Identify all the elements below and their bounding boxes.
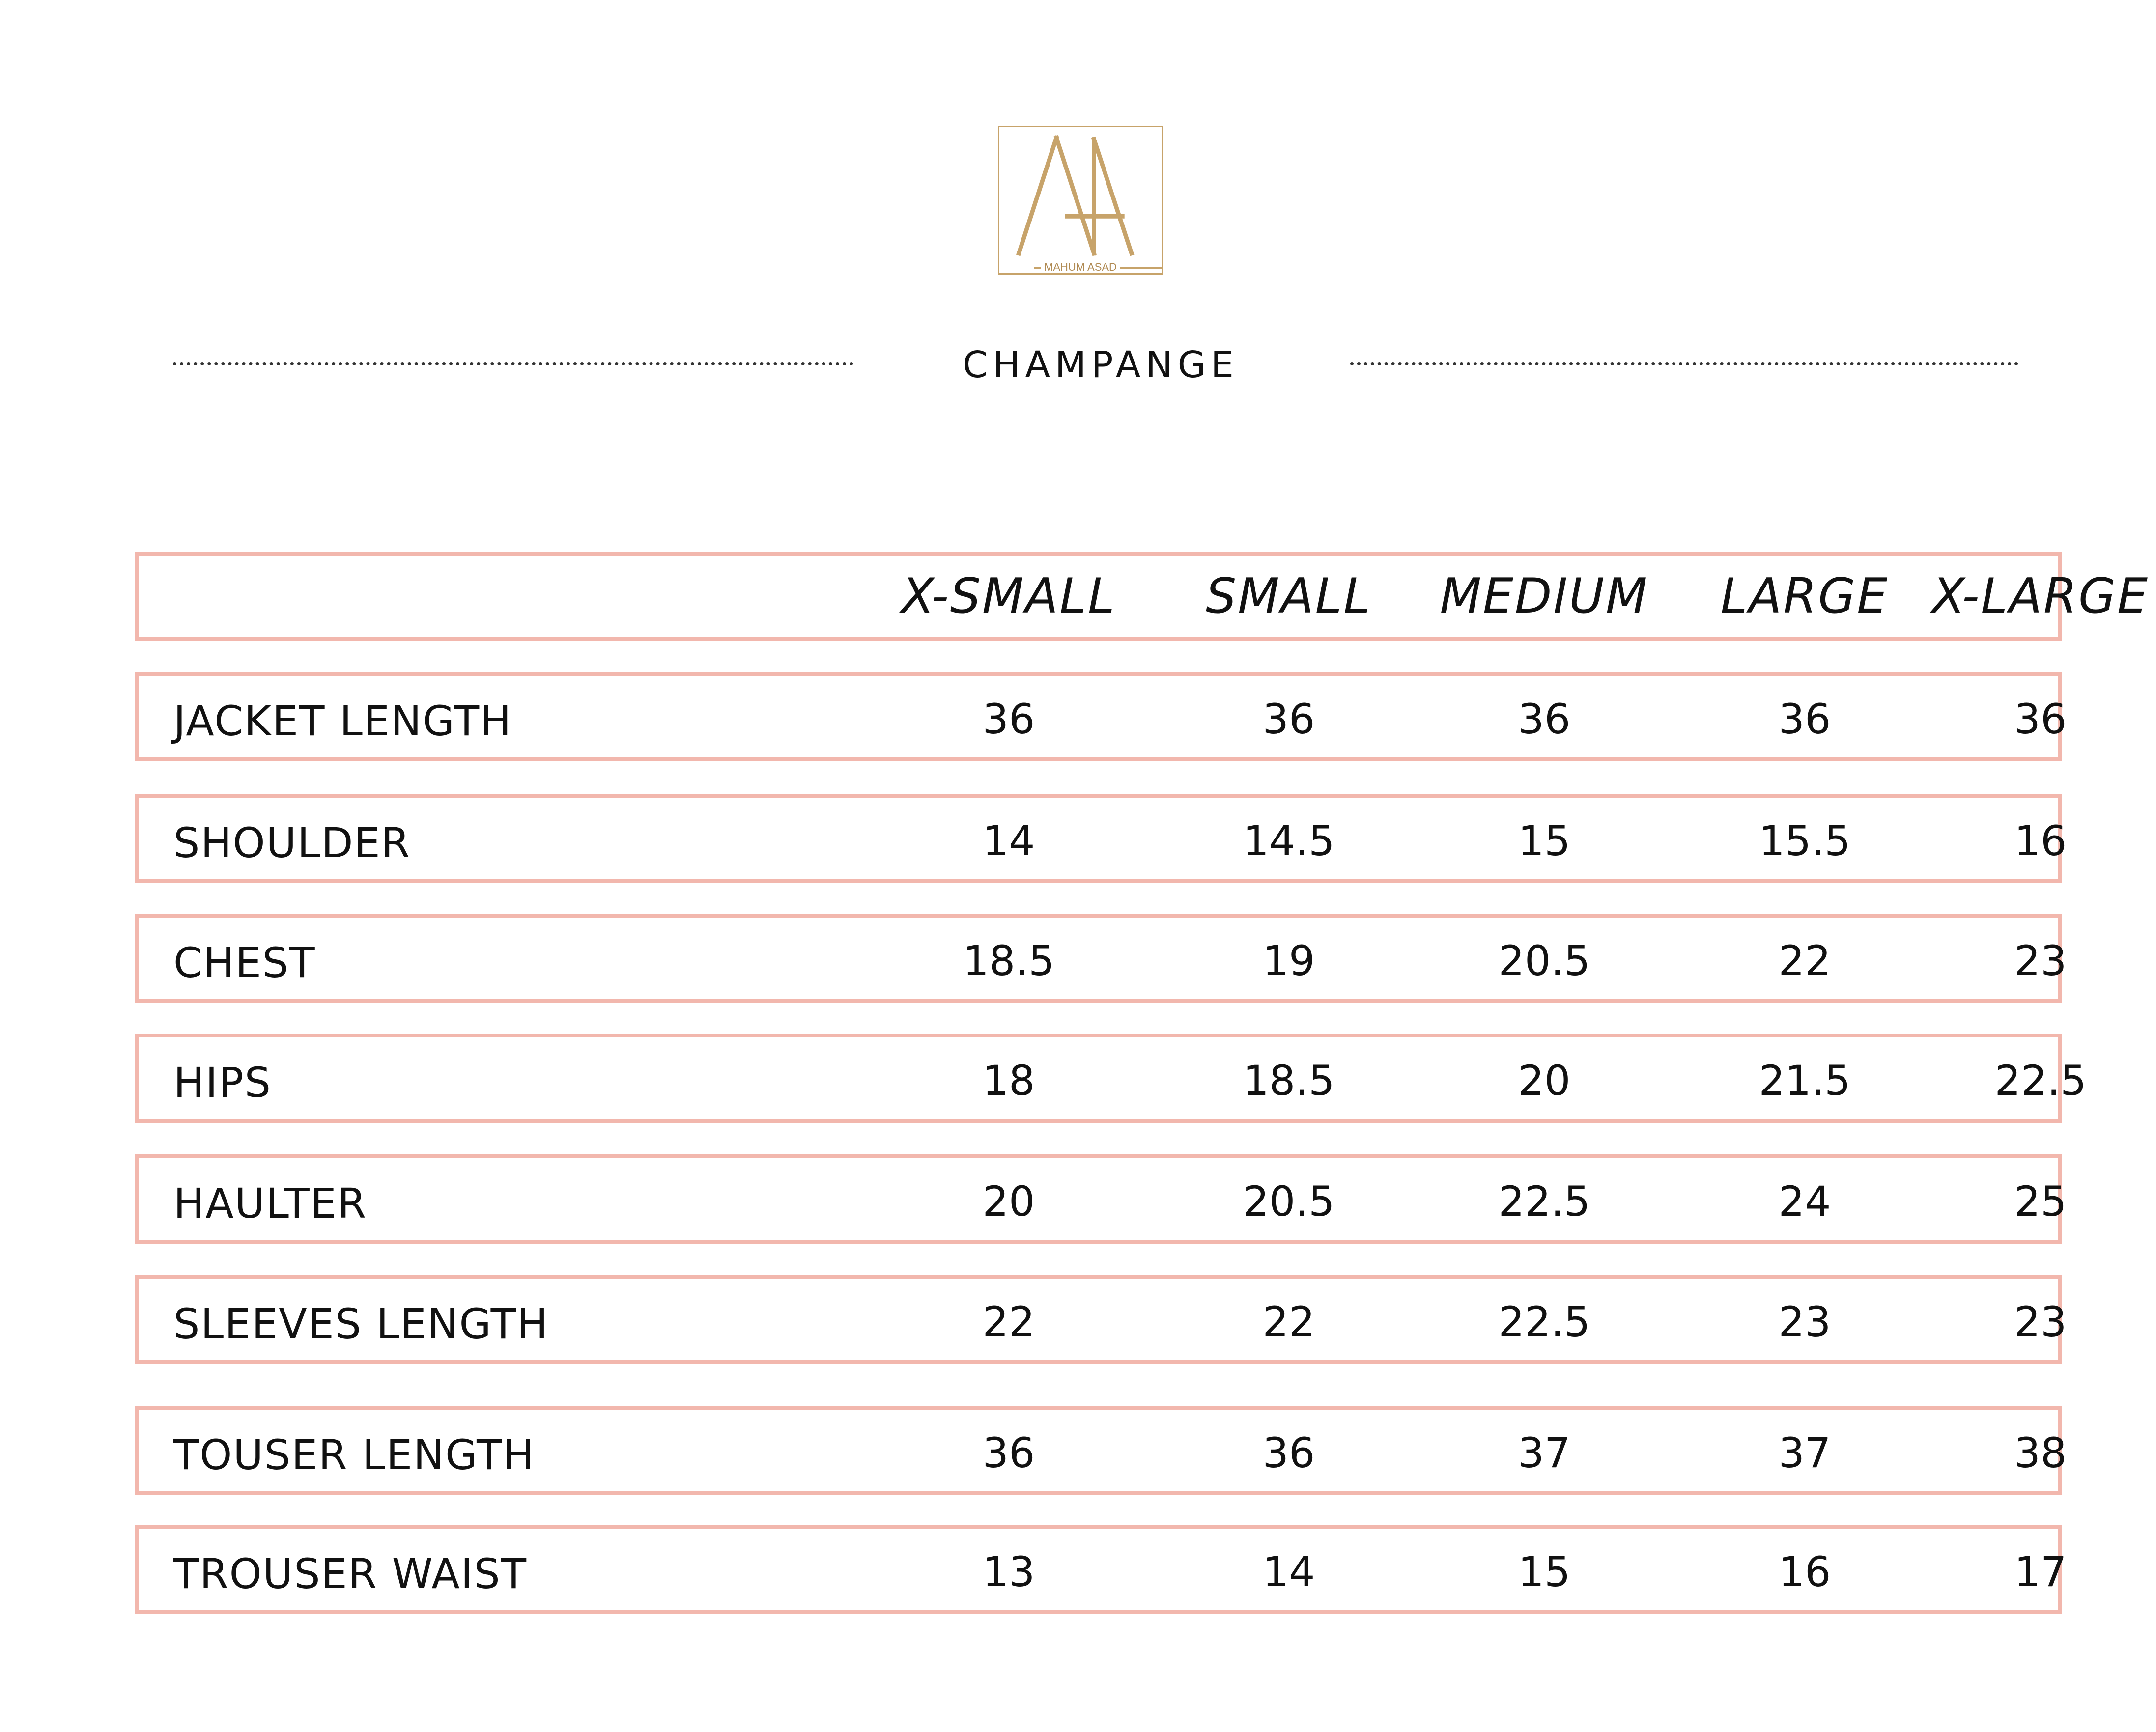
- logo-caption: [999, 262, 1162, 273]
- table-cell: 20: [982, 1177, 1035, 1226]
- row-label: SHOULDER: [173, 819, 411, 867]
- page-title: CHAMPANGE: [963, 344, 1239, 386]
- table-cell: 16: [2014, 817, 2067, 865]
- table-header-row: [135, 552, 2150, 641]
- table-row: [135, 1154, 2067, 1244]
- brand-logo: [998, 126, 1163, 275]
- table-cell: 37: [1518, 1429, 1571, 1477]
- table-cell: 20: [1518, 1057, 1571, 1105]
- table-cell: 23: [1778, 1298, 1831, 1346]
- brand-name: MAHUM ASAD: [1041, 261, 1120, 273]
- table-cell: 38: [2014, 1429, 2067, 1477]
- table-cell: 15: [1518, 817, 1571, 865]
- table-cell: 24: [1778, 1177, 1831, 1226]
- table-cell: 14: [982, 817, 1035, 865]
- table-cell: 15: [1518, 1548, 1571, 1596]
- table-row: [135, 914, 2067, 1003]
- row-label: CHEST: [173, 939, 316, 987]
- table-cell: 36: [2014, 695, 2067, 743]
- table-cell: 36: [982, 695, 1035, 743]
- table-cell: 22: [982, 1298, 1035, 1346]
- table-cell: 22.5: [1498, 1298, 1590, 1346]
- table-cell: 23: [2014, 1298, 2067, 1346]
- table-cell: 22: [1262, 1298, 1315, 1346]
- row-label: HIPS: [173, 1059, 272, 1107]
- table-cell: 36: [1518, 695, 1571, 743]
- table-cell: 22.5: [1994, 1057, 2087, 1105]
- table-cell: 19: [1262, 937, 1315, 985]
- table-cell: 14.5: [1243, 817, 1335, 865]
- table-cell: 22.5: [1498, 1177, 1590, 1226]
- column-header: X-SMALL: [901, 568, 1116, 624]
- table-cell: 17: [2014, 1548, 2067, 1596]
- row-label: SLEEVES LENGTH: [173, 1300, 549, 1348]
- logo-monogram-icon: [999, 127, 1162, 273]
- table-row: [135, 1406, 2067, 1495]
- table-cell: 25: [2014, 1177, 2067, 1226]
- table-row: [135, 1525, 2067, 1614]
- table-cell: 14: [1262, 1548, 1315, 1596]
- right-dotted-rule: [1350, 362, 2018, 365]
- table-row: [135, 672, 2067, 761]
- table-cell: 13: [982, 1548, 1035, 1596]
- table-cell: 21.5: [1759, 1057, 1851, 1105]
- table-cell: 18.5: [963, 937, 1055, 985]
- table-cell: 36: [1262, 695, 1315, 743]
- table-cell: 15.5: [1759, 817, 1851, 865]
- table-cell: 22: [1778, 937, 1831, 985]
- table-cell: 37: [1778, 1429, 1831, 1477]
- left-dotted-rule: [173, 362, 853, 365]
- table-row: [135, 1034, 2087, 1123]
- column-header: SMALL: [1206, 568, 1372, 624]
- column-header: MEDIUM: [1440, 568, 1649, 624]
- row-label: HAULTER: [173, 1179, 368, 1228]
- table-cell: 36: [1778, 695, 1831, 743]
- table-row: [135, 1275, 2067, 1364]
- column-header: X-LARGE: [1931, 568, 2150, 624]
- row-label: JACKET LENGTH: [173, 697, 512, 745]
- table-cell: 20.5: [1243, 1177, 1335, 1226]
- row-label: TOUSER LENGTH: [173, 1431, 535, 1479]
- table-cell: 36: [1262, 1429, 1315, 1477]
- table-cell: 16: [1778, 1548, 1831, 1596]
- table-cell: 36: [982, 1429, 1035, 1477]
- row-label: TROUSER WAIST: [173, 1550, 528, 1598]
- table-cell: 18.5: [1243, 1057, 1335, 1105]
- column-header: LARGE: [1720, 568, 1889, 624]
- table-cell: 20.5: [1498, 937, 1590, 985]
- table-cell: 23: [2014, 937, 2067, 985]
- table-cell: 18: [982, 1057, 1035, 1105]
- table-row: [135, 794, 2067, 883]
